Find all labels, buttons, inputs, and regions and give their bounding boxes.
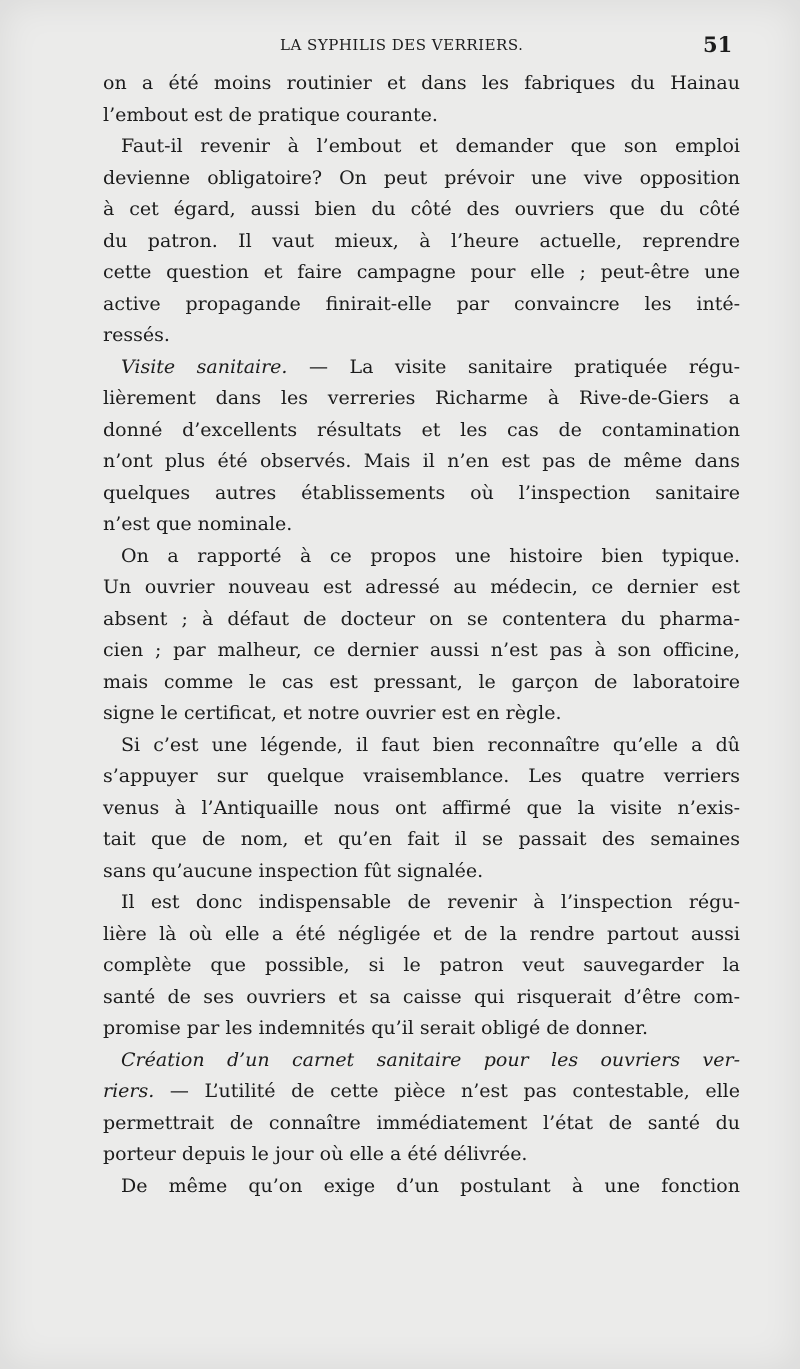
text-line: permettrait de connaître immédiatement l’état de santé du	[103, 1111, 740, 1134]
text-line: devienne obligatoire? On peut prévoir une vive opposition	[103, 166, 740, 189]
text-line: mais comme le cas est pressant, le garçon de laboratoire	[103, 670, 740, 693]
intro-paragraphs	[103, 68, 740, 352]
text-line: ressés.	[103, 324, 170, 346]
text-line: Si c’est une légende, il faut bien reconnaître qu’elle a dû	[121, 733, 740, 756]
text-line: venus à l’Antiquaille nous ont affirmé que la visite n’exis-	[103, 796, 740, 819]
section-heading-visite: Visite sanitaire.	[121, 355, 288, 378]
text-line: lièrement dans les verreries Richarme à Rive-de-Giers a	[103, 387, 740, 409]
section-visite-first-line-text: — La visite sanitaire pratiquée régu-	[287, 355, 740, 378]
text-line: active propagande finirait-elle par convaincre les inté-	[103, 292, 740, 315]
section-carnet-second-line-text: — L’utilité de cette pièce n’est pas contestable, elle	[154, 1080, 740, 1102]
text-line: signe le certificat, et notre ouvrier est en règle.	[103, 702, 562, 724]
text-line: sans qu’aucune inspection fût signalée.	[103, 859, 484, 882]
text-line: Un ouvrier nouveau est adressé au médecin, ce dernier est	[103, 576, 740, 598]
page-number: 51	[703, 32, 733, 57]
text-line: à cet égard, aussi bien du côté des ouvriers que du côté	[103, 198, 740, 220]
text-line: lière là où elle a été négligée et de la rendre partout aussi	[103, 922, 740, 945]
section-heading-carnet-end: riers.	[103, 1080, 155, 1102]
text-line: tait que de nom, et qu’en fait il se passait des semaines	[103, 828, 740, 850]
text-line: cien ; par malheur, ce dernier aussi n’est pas à son officine,	[103, 639, 740, 661]
text-line: s’appuyer sur quelque vraisemblance. Les quatre verriers	[103, 765, 740, 787]
text-line: complète que possible, si le patron veut sauvegarder la	[103, 954, 740, 976]
section-visite-paragraphs	[103, 383, 740, 1045]
text-line: l’embout est de pratique courante.	[103, 103, 438, 126]
body-text	[103, 68, 740, 1202]
text-line: promise par les indemnités qu’il serait obligé de donner.	[103, 1017, 649, 1039]
section-visite-first-line	[103, 352, 740, 384]
section-carnet-paragraphs	[103, 1108, 740, 1203]
text-line: Faut-il revenir à l’embout et demander que son emploi	[121, 135, 740, 157]
running-title: LA SYPHILIS DES VERRIERS.	[280, 36, 524, 54]
running-head	[0, 32, 800, 60]
text-line: n’est que nominale.	[103, 513, 293, 535]
text-line: On a rapporté à ce propos une histoire bien typique.	[121, 544, 740, 567]
text-line: cette question et faire campagne pour elle ; peut-être une	[103, 261, 740, 283]
text-line: donné d’excellents résultats et les cas de contamination	[103, 418, 740, 441]
text-line: quelques autres établissements où l’inspection sanitaire	[103, 481, 740, 504]
text-line: Il est donc indispensable de revenir à l’inspection régu-	[121, 891, 740, 913]
text-line: n’ont plus été observés. Mais il n’en est pas de même dans	[103, 450, 740, 472]
text-line: porteur depuis le jour où elle a été délivrée.	[103, 1143, 528, 1165]
text-line: absent ; à défaut de docteur on se contentera du pharma-	[103, 607, 740, 630]
text-line: santé de ses ouvriers et sa caisse qui risquerait d’être com-	[103, 985, 740, 1008]
section-carnet-second-line	[103, 1076, 740, 1108]
section-heading-carnet: Création d’un carnet sanitaire pour les ouvriers ver-	[121, 1048, 740, 1071]
text-line: on a été moins routinier et dans les fabriques du Hainau	[103, 72, 740, 94]
text-line: De même qu’on exige d’un postulant à une fonction	[121, 1174, 740, 1197]
text-line: du patron. Il vaut mieux, à l’heure actuelle, reprendre	[103, 229, 740, 252]
